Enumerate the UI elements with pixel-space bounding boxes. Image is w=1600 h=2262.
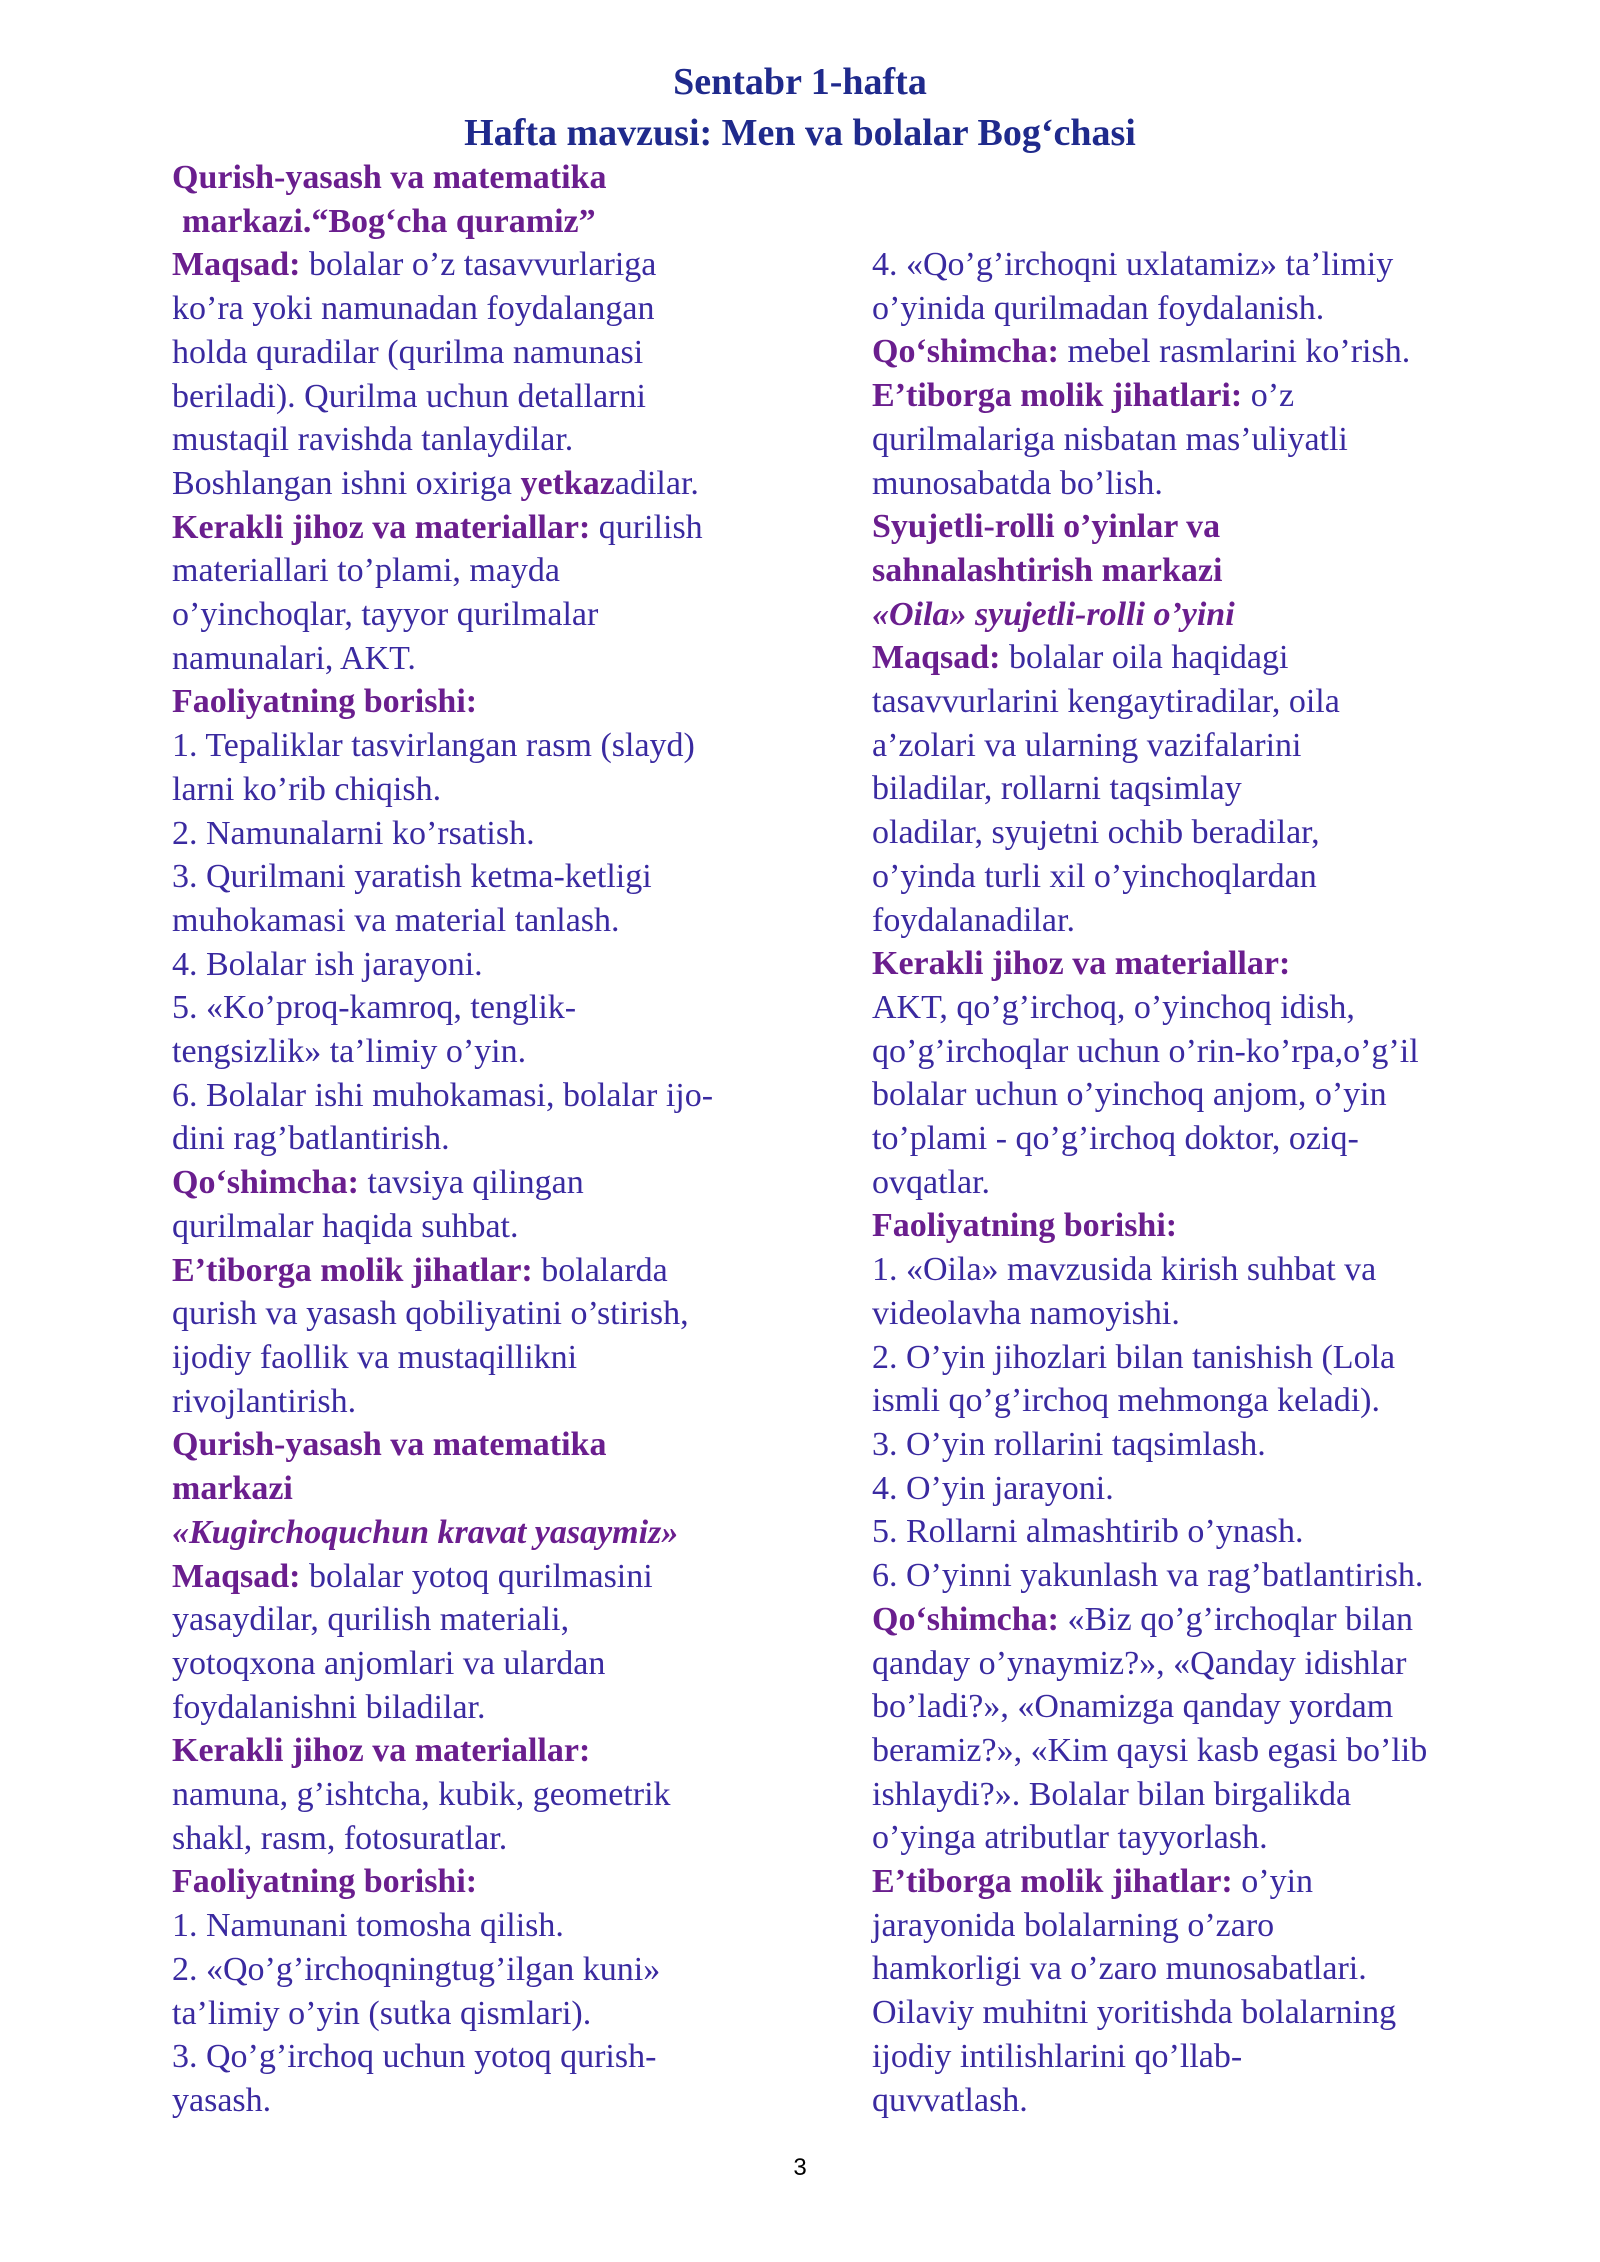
text-span: tavsiya qilingan: [359, 1164, 584, 1202]
list-item: tengsizlik» ta’limiy o’yin.: [172, 1033, 527, 1071]
activity-label: Faoliyatning borishi:: [172, 683, 478, 721]
paragraph-line: o’yinchoqlar, tayyor qurilmalar: [172, 596, 599, 634]
list-item: 6. O’yinni yakunlash va rag’batlantirish.: [872, 1557, 1424, 1595]
section-subtitle: «Kugirchoquchun kravat yasaymiz»: [172, 1513, 679, 1551]
additional-label: Qo‘shimcha:: [872, 1600, 1059, 1638]
paragraph-line: ijodiy intilishlarini qo’llab-: [872, 2037, 1243, 2075]
list-item: 4. Bolalar ish jarayoni.: [172, 945, 483, 983]
text-span: bolalarda: [532, 1251, 668, 1289]
list-item: ta’limiy o’yin (sutka qismlari).: [172, 1994, 592, 2032]
paragraph-line: yotoqxona anjomlari va ulardan: [172, 1644, 606, 1682]
paragraph-line: rivojlantirish.: [172, 1382, 357, 1420]
paragraph-line: [172, 1161, 822, 1205]
paragraph-line: [172, 243, 822, 287]
text-span: «Biz qo’g’irchoqlar bilan: [1059, 1600, 1414, 1638]
maqsad-label: Maqsad:: [872, 639, 1001, 677]
bold-fragment: yetkaz: [520, 464, 615, 502]
paragraph-line: [172, 462, 822, 506]
paragraph-line: hamkorligi va o’zaro munosabatlari.: [872, 1950, 1367, 1988]
right-column: [872, 243, 1512, 2122]
list-item: yasash.: [172, 2081, 272, 2119]
section-heading: Syujetli-rolli o’yinlar va: [872, 508, 1221, 546]
maqsad-label: Maqsad:: [172, 246, 301, 284]
text-span: adilar.: [614, 464, 699, 502]
paragraph-line: Oilaviy muhitni yoritishda bolalarning: [872, 1994, 1397, 2032]
list-item: 1. Namunani tomosha qilish.: [172, 1907, 564, 1945]
week-theme-title: Hafta mavzusi: Men va bolalar Bog‘chasi: [464, 112, 1136, 154]
paragraph-line: bolalar uchun o’yinchoq anjom, o’yin: [872, 1076, 1387, 1114]
notable-aspects-label: E’tiborga molik jihatlar:: [172, 1251, 533, 1289]
paragraph-line: ishlaydi?». Bolalar bilan birgalikda: [872, 1775, 1352, 1813]
paragraph-line: o’yinda turli xil o’yinchoqlardan: [872, 857, 1317, 895]
paragraph-line: jarayonida bolalarning o’zaro: [872, 1906, 1275, 1944]
paragraph-line: quvvatlash.: [872, 2081, 1028, 2119]
paragraph-line: [172, 1249, 822, 1293]
paragraph-line: qo’g’irchoqlar uchun o’rin-ko’rpa,o’g’il: [872, 1032, 1419, 1070]
list-item: 6. Bolalar ishi muhokamasi, bolalar ijo-: [172, 1076, 714, 1114]
list-item: ismli qo’g’irchoq mehmonga keladi).: [872, 1382, 1380, 1420]
list-item: 1. Tepaliklar tasvirlangan rasm (slayd): [172, 727, 695, 765]
list-item: 4. «Qo’g’irchoqni uxlatamiz» ta’limiy: [872, 246, 1394, 283]
section-heading: Qurish-yasash va matematika: [172, 1426, 607, 1464]
paragraph-line: ovqatlar.: [872, 1163, 991, 1201]
section-heading: markazi.“Bog‘cha quramiz”: [182, 202, 596, 240]
paragraph-line: qurilmalariga nisbatan mas’uliyatli: [872, 420, 1348, 458]
text-span: qurilish: [590, 508, 703, 546]
paragraph-line: [872, 636, 1512, 680]
section-heading: Qurish-yasash va matematika: [172, 159, 607, 196]
paragraph-line: [872, 1598, 1512, 1642]
list-item: 2. Namunalarni ko’rsatish.: [172, 814, 535, 852]
list-item: 3. O’yin rollarini taqsimlash.: [872, 1425, 1266, 1463]
materials-label: Kerakli jihoz va materiallar:: [172, 1732, 591, 1770]
paragraph-line: [172, 1555, 822, 1599]
maqsad-label: Maqsad:: [172, 1557, 301, 1595]
paragraph-line: holda quradilar (qurilma namunasi: [172, 333, 644, 371]
page-number: 3: [793, 2154, 807, 2181]
paragraph-line: foydalanishni biladilar.: [172, 1688, 486, 1726]
paragraph-line: shakl, rasm, fotosuratlar.: [172, 1819, 508, 1857]
paragraph-line: tasavvurlarini kengaytiradilar, oila: [872, 683, 1340, 721]
list-item: 5. «Ko’proq-kamroq, tenglik-: [172, 989, 577, 1027]
notable-aspects-label: E’tiborga molik jihatlar:: [872, 1863, 1233, 1901]
paragraph-line: foydalanadilar.: [872, 901, 1075, 939]
paragraph-line: qurish va yasash qobiliyatini o’stirish,: [172, 1295, 689, 1333]
materials-label: Kerakli jihoz va materiallar:: [172, 508, 591, 546]
text-span: bolalar yotoq qurilmasini: [300, 1557, 653, 1595]
paragraph-line: namunalari, AKT.: [172, 639, 416, 677]
section-heading: markazi: [172, 1470, 293, 1508]
paragraph-line: [872, 374, 1512, 418]
left-column: [172, 156, 822, 2123]
paragraph-line: a’zolari va ularning vazifalarini: [872, 726, 1302, 764]
text-span: o’yin: [1232, 1863, 1314, 1901]
paragraph-line: mustaqil ravishda tanlaydilar.: [172, 421, 574, 459]
paragraph-line: ijodiy faollik va mustaqillikni: [172, 1338, 578, 1376]
additional-label: Qo‘shimcha:: [872, 333, 1059, 371]
list-item: o’yinida qurilmadan foydalanish.: [872, 289, 1325, 327]
materials-label: Kerakli jihoz va materiallar:: [872, 945, 1291, 983]
list-item: 5. Rollarni almashtirib o’ynash.: [872, 1513, 1304, 1551]
page-title: Sentabr 1-hafta: [673, 61, 927, 103]
paragraph-line: [172, 506, 822, 550]
list-item: videolavha namoyishi.: [872, 1294, 1180, 1332]
paragraph-line: AKT, qo’g’irchoq, o’yinchoq idish,: [872, 988, 1355, 1026]
list-item: 4. O’yin jarayoni.: [872, 1469, 1114, 1507]
paragraph-line: [872, 1860, 1512, 1904]
list-item: 1. «Oila» mavzusida kirish suhbat va: [872, 1251, 1377, 1289]
list-item: dini rag’batlantirish.: [172, 1120, 450, 1158]
section-subtitle: «Oila» syujetli-rolli o’yini: [872, 595, 1235, 633]
text-span: mebel rasmlarini ko’rish.: [1059, 333, 1411, 371]
paragraph-line: munosabatda bo’lish.: [872, 464, 1163, 502]
list-item: 3. Qurilmani yaratish ketma-ketligi: [172, 858, 652, 896]
text-span: bolalar o’z tasavvurlariga: [300, 246, 657, 284]
paragraph-line: o’yinga atributlar tayyorlash.: [872, 1819, 1268, 1857]
paragraph-line: beriladi). Qurilma uchun detallarni: [172, 377, 646, 415]
section-heading: sahnalashtirish markazi: [872, 551, 1223, 589]
paragraph-line: qanday o’ynaymiz?», «Qanday idishlar: [872, 1644, 1407, 1682]
text-span: Boshlangan ishni oxiriga: [172, 464, 521, 502]
paragraph-line: oladilar, syujetni ochib beradilar,: [872, 814, 1320, 852]
notable-aspects-label: E’tiborga molik jihatlari:: [872, 377, 1243, 415]
additional-label: Qo‘shimcha:: [172, 1164, 359, 1202]
paragraph-line: qurilmalar haqida suhbat.: [172, 1207, 519, 1245]
paragraph-line: [872, 330, 1512, 374]
paragraph-line: to’plami - qo’g’irchoq doktor, oziq-: [872, 1120, 1359, 1158]
text-span: bolalar oila haqidagi: [1000, 639, 1289, 677]
paragraph-line: ko’ra yoki namunadan foydalangan: [172, 290, 655, 328]
paragraph-line: beramiz?», «Kim qaysi kasb egasi bo’lib: [872, 1731, 1428, 1769]
paragraph-line: materiallari to’plami, mayda: [172, 552, 561, 590]
text-span: o’z: [1242, 377, 1295, 415]
activity-label: Faoliyatning borishi:: [172, 1863, 478, 1901]
list-item: 2. O’yin jihozlari bilan tanishish (Lola: [872, 1338, 1396, 1376]
paragraph-line: biladilar, rollarni taqsimlay: [872, 770, 1242, 808]
list-item: muhokamasi va material tanlash.: [172, 901, 620, 939]
paragraph-line: yasaydilar, qurilish materiali,: [172, 1601, 570, 1639]
list-item: 2. «Qo’g’irchoqningtug’ilgan kuni»: [172, 1950, 661, 1988]
activity-label: Faoliyatning borishi:: [872, 1207, 1178, 1245]
list-item: larni ko’rib chiqish.: [172, 770, 442, 808]
paragraph-line: bo’ladi?», «Onamizga qanday yordam: [872, 1688, 1394, 1726]
paragraph-line: namuna, g’ishtcha, kubik, geometrik: [172, 1776, 671, 1814]
list-item: 3. Qo’g’irchoq uchun yotoq qurish-: [172, 2038, 657, 2076]
